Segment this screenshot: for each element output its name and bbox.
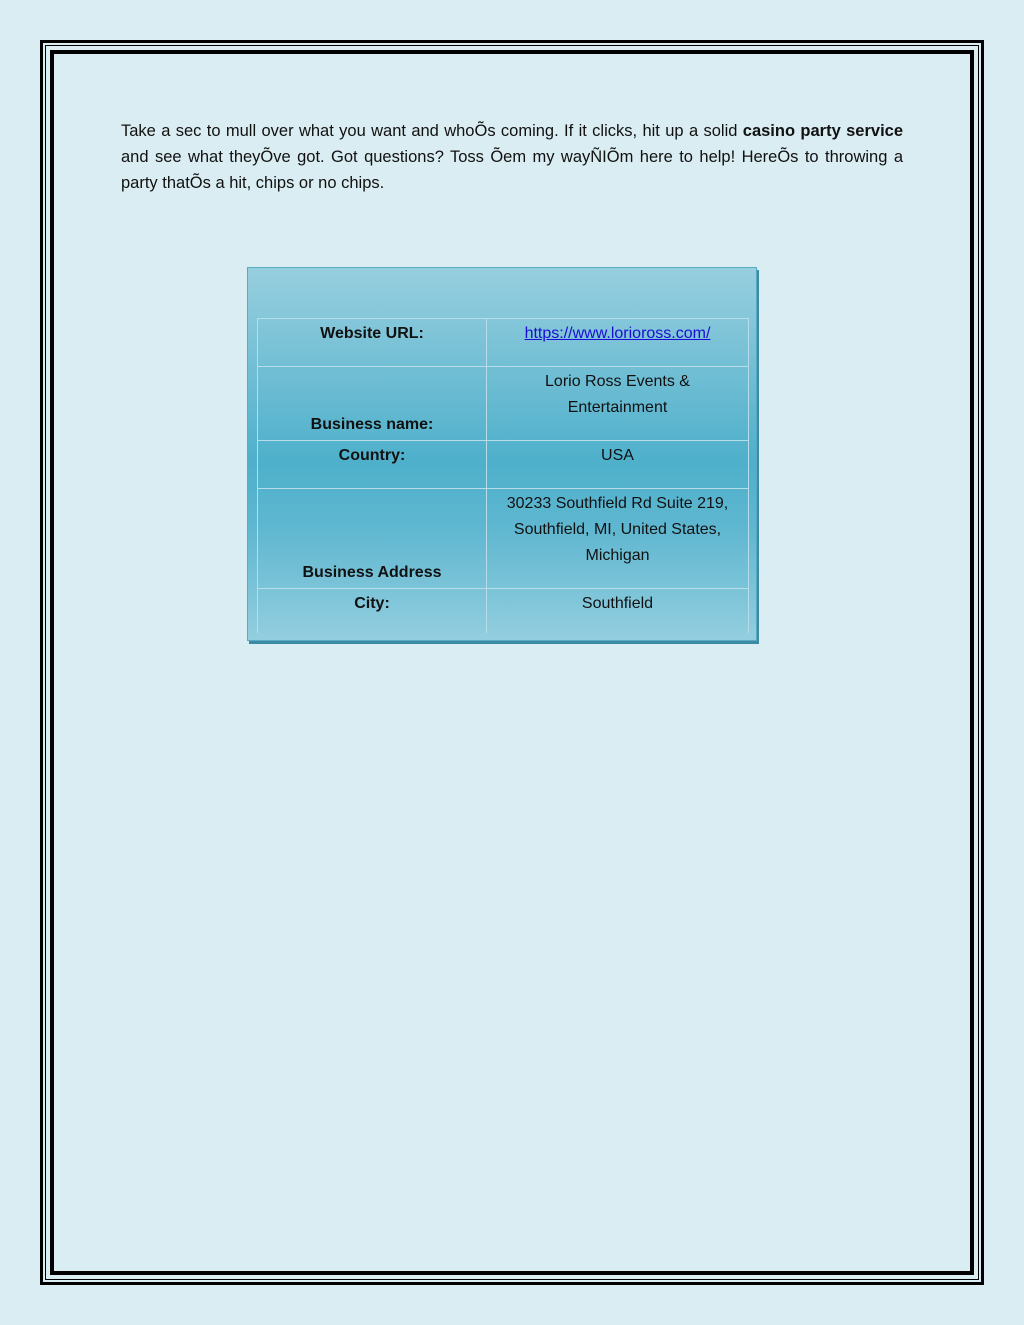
table-row-city [258, 589, 749, 633]
table-row-country [258, 441, 749, 489]
city-label: City: [258, 589, 487, 633]
table-row-website [258, 319, 749, 367]
country-value: USA [487, 441, 749, 489]
business-name-value: Lorio Ross Events & Entertainment [487, 367, 749, 441]
business-name-label: Business name: [258, 367, 487, 441]
table-row-address [258, 489, 749, 589]
country-label: Country: [258, 441, 487, 489]
website-url-cell [487, 319, 749, 367]
business-info-panel [247, 267, 757, 641]
intro-text-before: Take a sec to mull over what you want and whoÕs coming. If it clicks, hit up a solid [121, 122, 743, 140]
intro-text-after: and see what theyÕve got. Got questions? Toss Õem my wayÑIÕm here to help! HereÕs to throwing a party thatÕs a hit, chips or no chips. [121, 148, 903, 192]
business-address-label: Business Address [258, 489, 487, 589]
table-row-business-name [258, 367, 749, 441]
city-value: Southfield [487, 589, 749, 633]
business-address-value: 30233 Southfield Rd Suite 219, Southfield, MI, United States, Michigan [487, 489, 749, 589]
intro-paragraph [121, 118, 903, 196]
business-info-table [257, 318, 749, 633]
website-url-link[interactable]: https://www.lorioross.com/ [524, 325, 711, 342]
page-border-inner [50, 50, 974, 1275]
website-url-label: Website URL: [258, 319, 487, 367]
intro-bold-keyword: casino party service [742, 122, 903, 140]
